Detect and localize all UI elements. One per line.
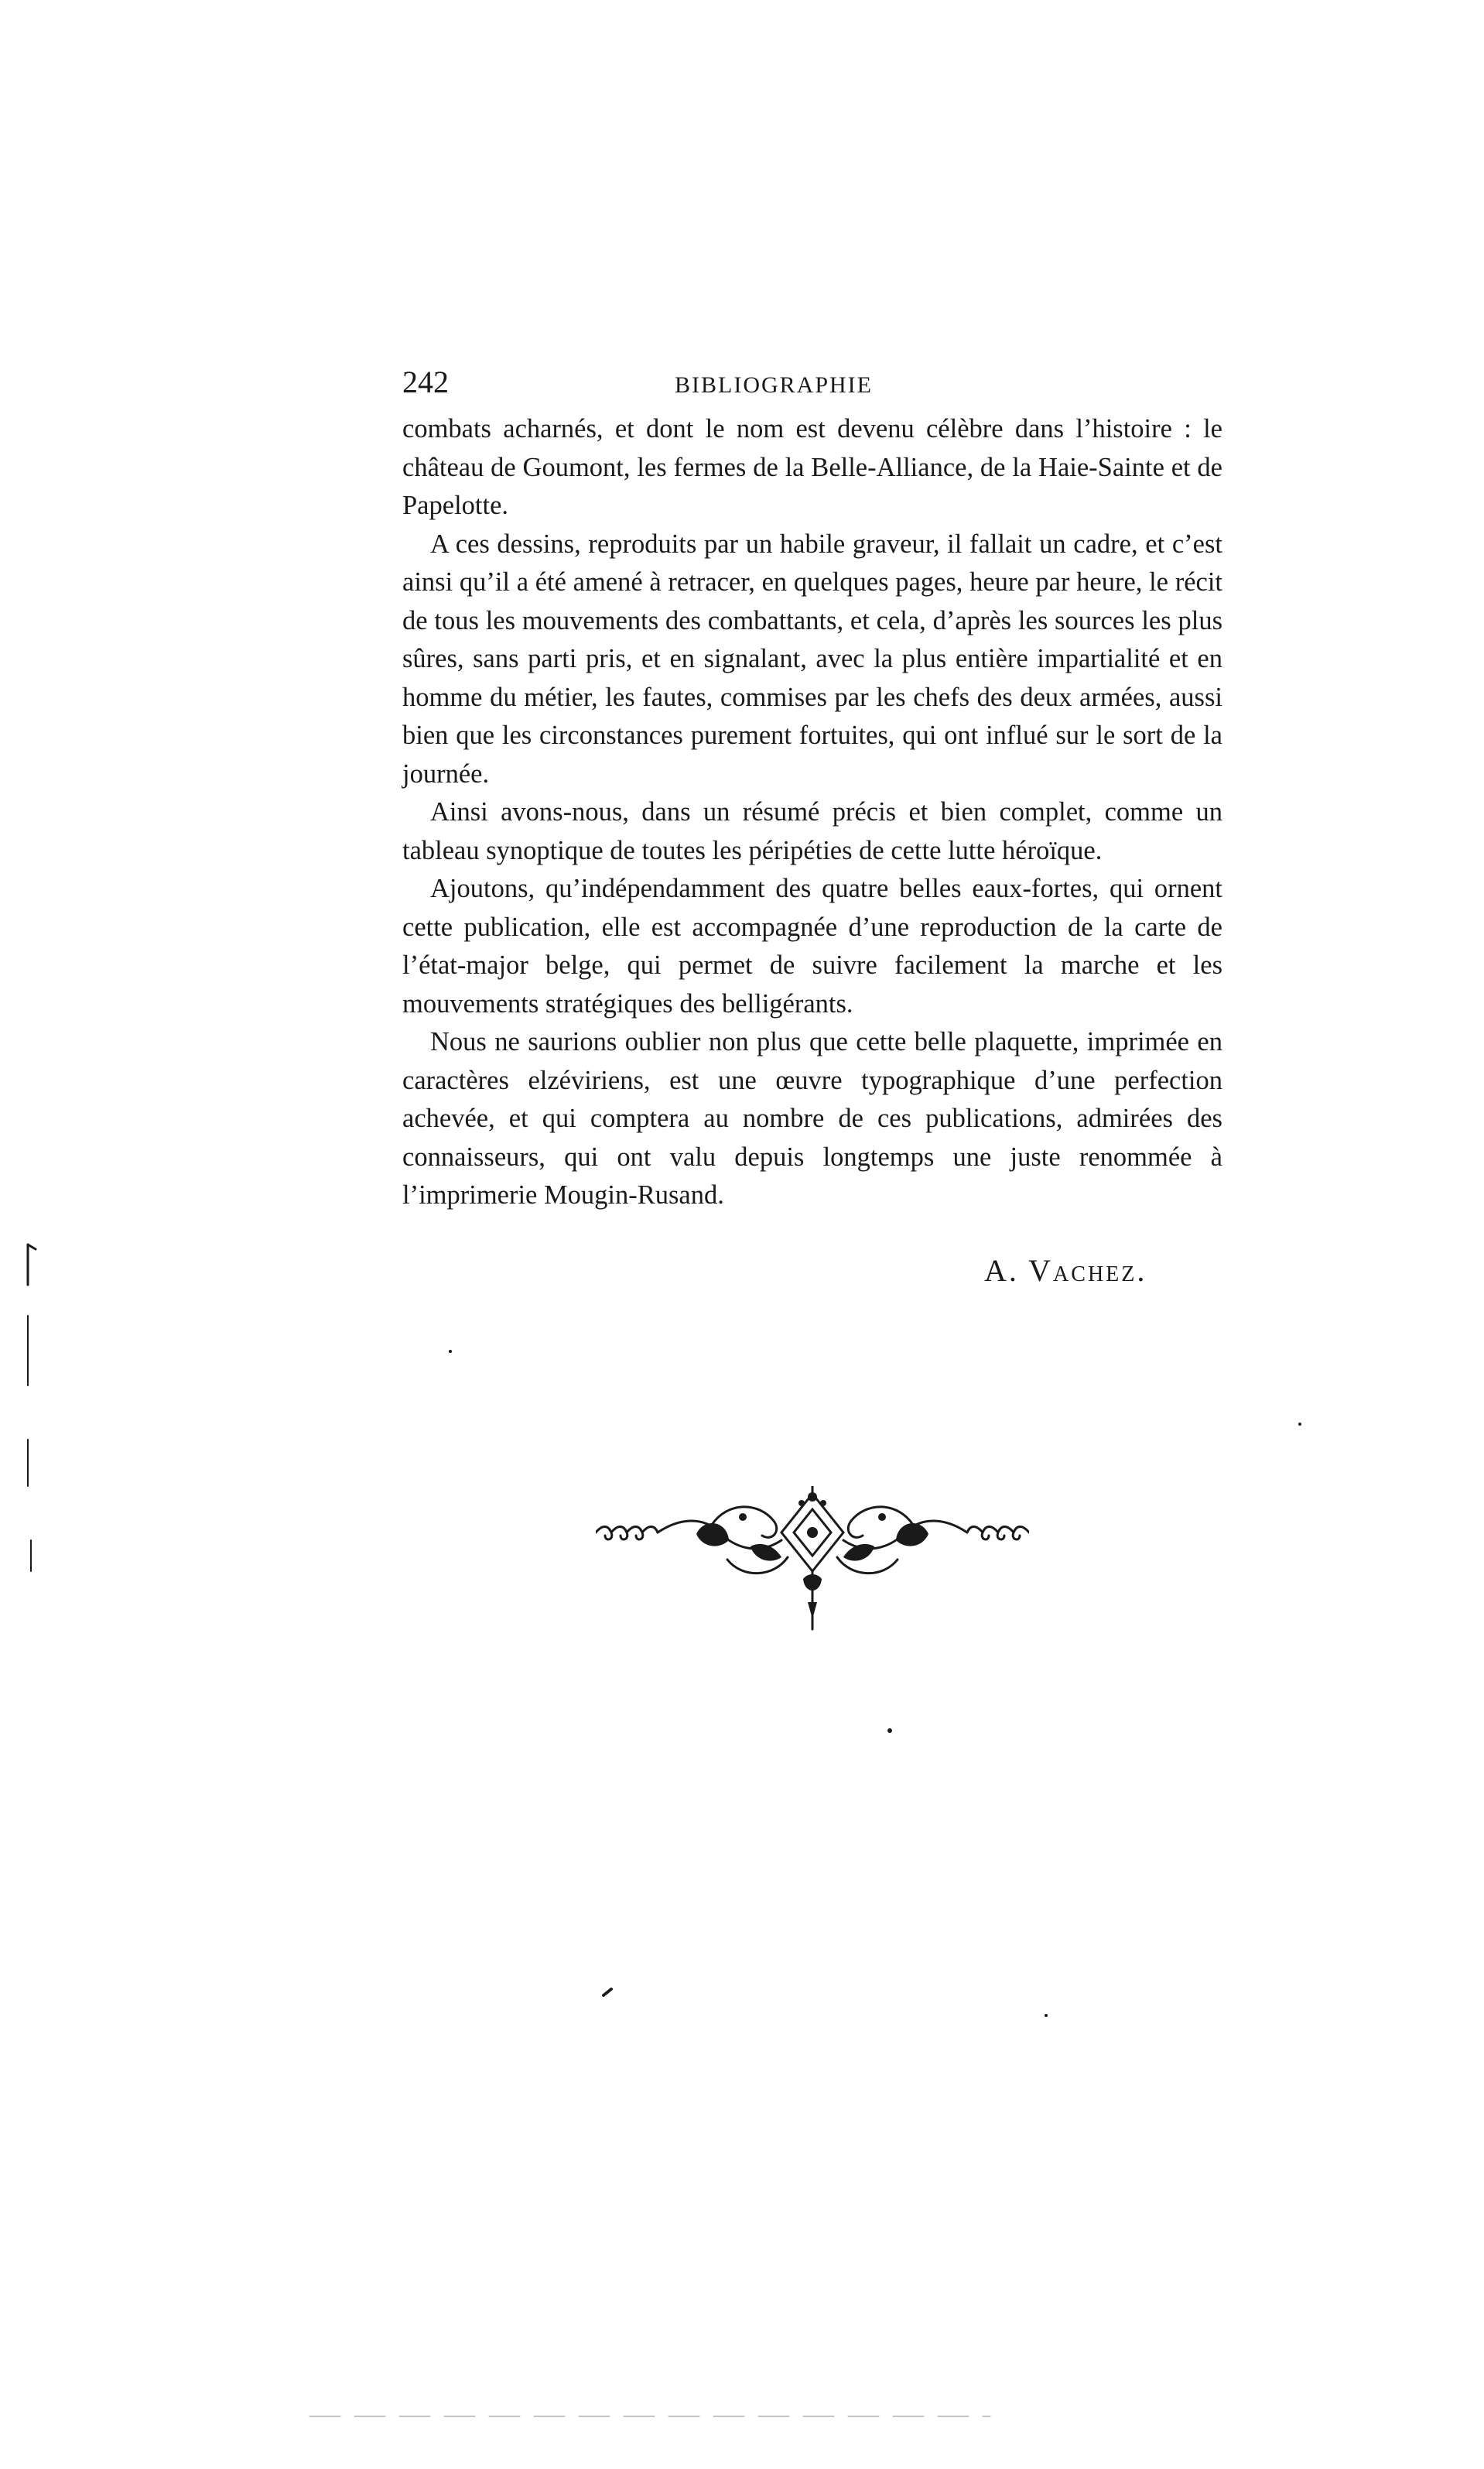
paragraph: Ainsi avons-nous, dans un résumé précis et bien complet, comme un tableau synoptique de toutes les péripéties de cette lutte héroïque. [402, 797, 1222, 865]
paragraph: Ajoutons, qu’indépendamment des quatre belles eaux-fortes, qui ornent cette publication, elle est accompagnée d’une reproduction de la carte de l’état-major belge, qui permet de suivre facilement la marche et les mouvements stratégiques des belligérants. [402, 874, 1222, 1019]
paragraph: Nous ne saurions oublier non plus que cette belle plaquette, imprimée en caractères elzéviriens, est une œuvre typographique d’une perfection achevée, et qui comptera au nombre de ces publications, admirées des connaisseurs, qui ont valu depuis longtemps une juste renommée à l’imprimerie Mougin-Rusand. [402, 1027, 1222, 1210]
fleuron-ornament-icon [596, 1486, 1029, 1633]
paragraph-continued: combats acharnés, et dont le nom est devenu célèbre dans l’histoire : le château de Goumont, les fermes de la Belle-Alliance, de la Haie-Sainte et de Papelotte. [402, 414, 1222, 520]
author-signature: A. Vachez. [984, 1253, 1147, 1288]
paragraph: A ces dessins, reproduits par un habile graveur, il fallait un cadre, et c’est ainsi qu’il a été amené à retracer, en quelques pages, heure par heure, le récit de tous les mouvements des combattants, et cela, d’après les sources les plus sûres, sans parti pris, et en signalant, avec la plus entière impartialité et en homme du métier, les fautes, commises par les chefs des deux armées, aussi bien que les circonstances purement fortuites, qui ont influé sur le sort de la journée. [402, 529, 1222, 789]
text-block [402, 364, 1222, 1215]
running-title: BIBLIOGRAPHIE [675, 372, 873, 398]
page-number: 242 [402, 365, 449, 399]
running-head [402, 364, 1222, 410]
